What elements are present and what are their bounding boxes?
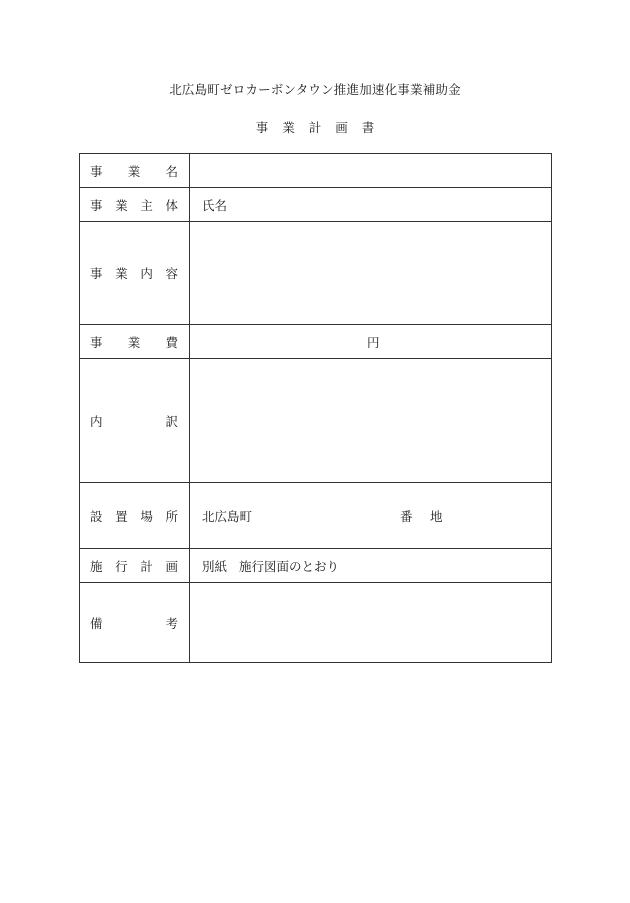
plan-description: 施行図面のとおり xyxy=(239,558,340,574)
banchi-char: 地 xyxy=(430,508,443,524)
label-char: 所 xyxy=(165,508,178,524)
row-business-cost xyxy=(80,325,551,359)
label-char: 業 xyxy=(127,334,141,350)
document-subtitle xyxy=(0,118,630,136)
label-char: 施 xyxy=(90,558,103,574)
label-char: 業 xyxy=(127,163,141,179)
location-town: 北広島町 xyxy=(202,508,253,524)
label-char: 業 xyxy=(115,266,128,281)
subtitle-char: 事 xyxy=(255,120,269,135)
label-char: 備 xyxy=(90,615,103,631)
label-char: 名 xyxy=(165,163,178,179)
label-char: 業 xyxy=(115,197,128,213)
label-breakdown xyxy=(90,412,178,430)
label-char: 事 xyxy=(90,266,103,281)
label-location xyxy=(90,507,178,525)
subtitle-char: 書 xyxy=(361,120,375,135)
subtitle-char: 画 xyxy=(335,120,348,135)
label-business-content xyxy=(90,264,178,282)
subtitle-char: 業 xyxy=(282,120,295,135)
label-construction-plan xyxy=(90,557,178,575)
label-char: 置 xyxy=(115,508,128,524)
label-char: 体 xyxy=(165,197,178,213)
label-char: 場 xyxy=(140,508,153,524)
column-divider xyxy=(189,188,190,221)
label-char: 計 xyxy=(140,558,153,574)
document-title: 北広島町ゼロカーボンタウン推進加速化事業補助金 xyxy=(169,82,461,97)
column-divider xyxy=(189,222,190,324)
label-remarks xyxy=(90,614,178,632)
label-char: 事 xyxy=(90,163,103,179)
plan-attachment: 別紙 xyxy=(202,558,228,574)
business-owner-field[interactable]: 氏名 xyxy=(202,197,228,213)
label-char: 費 xyxy=(165,334,178,350)
row-location xyxy=(80,483,551,549)
business-plan-form xyxy=(79,153,552,663)
label-business-owner xyxy=(90,196,178,214)
subtitle-char: 計 xyxy=(308,120,322,135)
label-char: 行 xyxy=(115,558,128,574)
column-divider xyxy=(189,154,190,187)
label-char: 内 xyxy=(140,266,153,281)
label-char: 内 xyxy=(90,413,103,429)
banchi-char: 番 xyxy=(400,508,413,524)
row-business-content xyxy=(80,222,551,325)
label-char: 主 xyxy=(140,197,153,213)
row-business-owner xyxy=(80,188,551,222)
column-divider xyxy=(189,483,190,548)
column-divider xyxy=(189,549,190,582)
yen-unit: 円 xyxy=(367,334,380,350)
label-char: 考 xyxy=(165,615,178,631)
row-remarks xyxy=(80,583,551,662)
row-business-name xyxy=(80,154,551,188)
label-char: 設 xyxy=(90,508,103,524)
label-business-name xyxy=(90,162,178,180)
label-char: 事 xyxy=(90,197,103,213)
label-char: 事 xyxy=(90,334,103,350)
column-divider xyxy=(189,325,190,358)
column-divider xyxy=(189,359,190,482)
row-construction-plan xyxy=(80,549,551,583)
label-business-cost xyxy=(90,333,178,351)
row-breakdown xyxy=(80,359,551,483)
label-char: 画 xyxy=(165,558,178,574)
label-char: 訳 xyxy=(165,413,178,429)
column-divider xyxy=(189,583,190,662)
label-char: 容 xyxy=(165,266,178,281)
construction-plan-value xyxy=(202,557,339,575)
